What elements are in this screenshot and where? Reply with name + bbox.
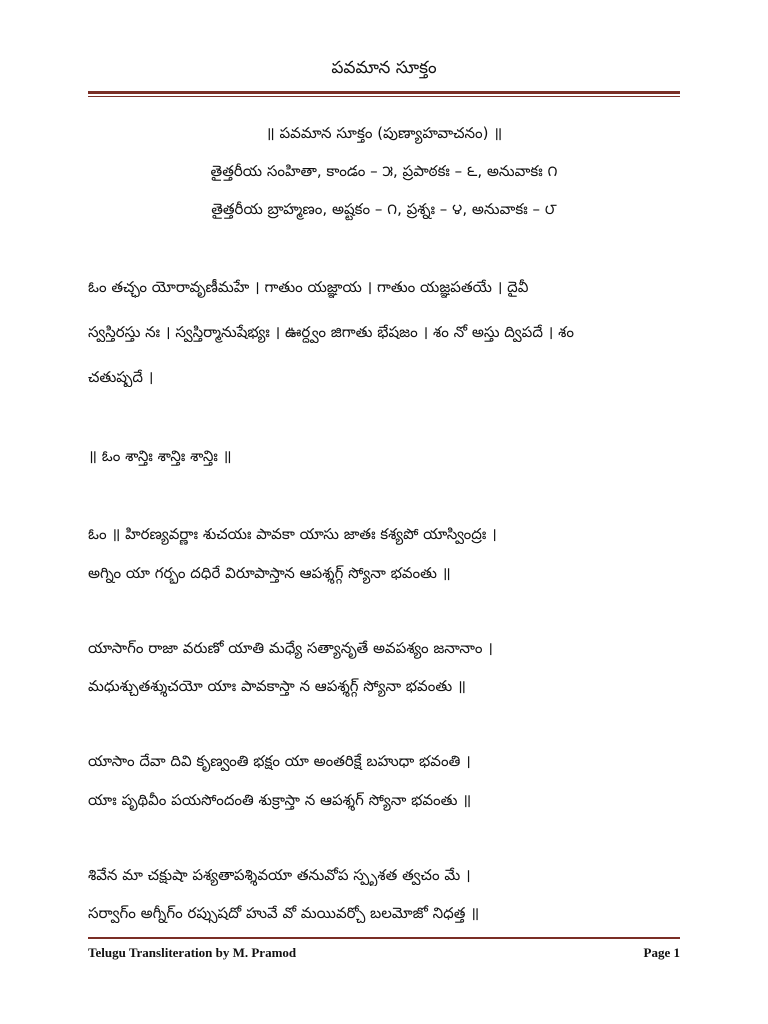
verse-4-line-2: మధుశ్చుతశ్శుచయో యాః పావకాస్తా న ఆపశ్శగ్గ్ స్యోనా భవంతు ॥ <box>88 677 466 695</box>
page-header-title: పవమాన సూక్తం <box>331 58 437 78</box>
header-rule-thick <box>88 91 680 94</box>
footer-credit: Telugu Transliteration by M. Pramod <box>88 945 297 960</box>
verse-5-line-1: యాసాం దేవా దివి కృణ్వంతి భక్షం యా అంతరిక్షే బహుధా భవంతి । <box>88 752 471 770</box>
footer-page-number: Page 1 <box>643 945 680 960</box>
verse-6-line-1: శివేన మా చక్షుషా పశ్యతాపశ్శివయా తనువోప స్పృశత త్వచం మే । <box>88 866 471 884</box>
intro-title: ॥ పవమాన సూక్తం (పుణ్యాహవాచనం) ॥ <box>265 124 503 142</box>
verse-1-line-1: ఓం తచ్ఛం యోరావృణీమహే । గాతుం యజ్ఞాయ । గాతుం యజ్ఞపతయే । దైవీ <box>88 278 529 296</box>
header-rule-thin <box>88 96 680 97</box>
verse-3-line-1: ఓం ॥ హిరణ్యవర్ణాః శుచయః పావకా యాసు జాతః కశ్యపో యాస్వింద్రః । <box>88 525 497 543</box>
verse-1-line-2: స్వస్తిరస్తు నః । స్వస్తిర్మానుషేభ్యః । ఊర్ధ్వం జిగాతు భేషజం । శం నో అస్తు ద్విపదే । శం <box>88 323 574 341</box>
verse-5-line-2: యాః పృథివీం పయసోందంతి శుక్రాస్తా న ఆపశ్శగ్ స్యోనా భవంతు ॥ <box>88 791 472 809</box>
verse-3-line-2: అగ్నిం యా గర్భం దధిరే విరూపాస్తాన ఆపశ్శగ్గ్ స్యోనా భవంతు ॥ <box>88 564 451 582</box>
verse-6-line-2: సర్వాగ్ం అగ్నీగ్ం రప్సుషదో హువే వో మయివర్చో బలమోజో నిధత్త ॥ <box>88 904 480 922</box>
intro-source-line-2: తైత్తరీయ బ్రాహ్మణం, అష్టకం – ౧, ప్రశ్నః – ౪, అనువాకః – ౮ <box>211 200 557 218</box>
intro-source-line-1: తైత్తరీయ సంహితా, కాండం – ౫, ప్రపాఠకః – ౬, అనువాకః ౧ <box>210 162 558 180</box>
verse-4-line-1: యాసాగ్ం రాజా వరుణో యాతి మధ్యే సత్యానృతే అవపశ్యం జనానాం । <box>88 639 493 657</box>
footer-rule <box>88 937 680 939</box>
verse-1-line-3: చతుష్పదే । <box>88 368 154 386</box>
shanti-line: ॥ ఓం శాన్తిః శాన్తిః శాన్తిః ॥ <box>88 447 232 465</box>
